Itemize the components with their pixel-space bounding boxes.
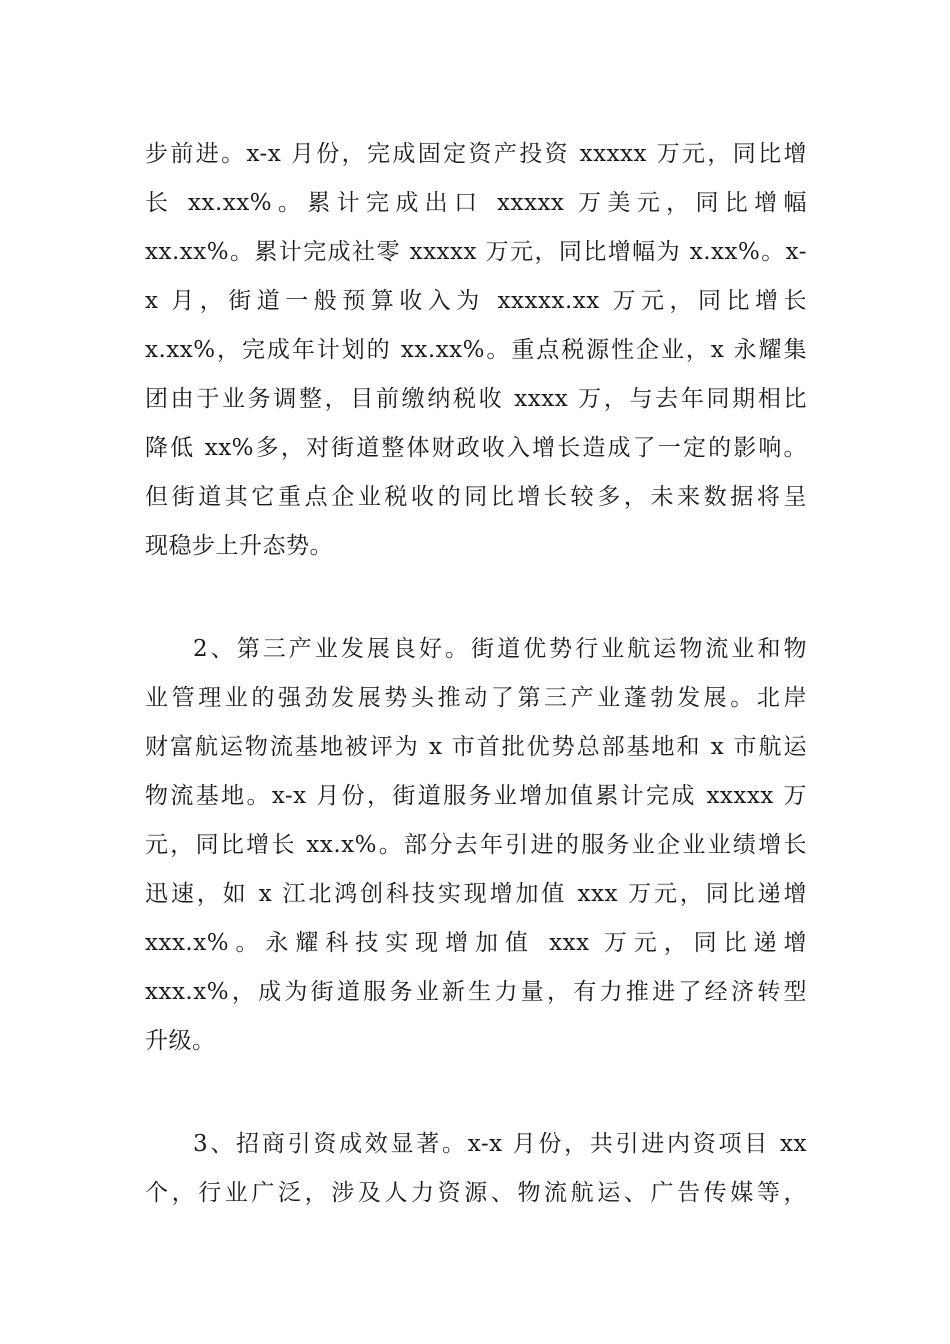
- paragraph-line: x.xx%，完成年计划的 xx.xx%。重点税源性企业，x 永耀集: [145, 337, 807, 363]
- paragraph-line: 元，同比增长 xx.x%。部分去年引进的服务业企业业绩增长: [145, 832, 807, 858]
- paragraph-line: 长 xx.xx%。累计完成出口 xxxxx 万美元，同比增幅: [145, 190, 807, 216]
- paragraph-line: 升级。: [145, 1028, 216, 1054]
- paragraph-line: 业管理业的强劲发展势头推动了第三产业蓬勃发展。北岸: [145, 685, 807, 711]
- paragraph-line: 迅速，如 x 江北鸿创科技实现增加值 xxx 万元，同比递增: [145, 881, 807, 907]
- paragraph-line: xxx.x%。永耀科技实现增加值 xxx 万元，同比递增: [145, 930, 807, 956]
- paragraph-line: 现稳步上升态势。: [145, 533, 333, 559]
- paragraph-line: 物流基地。x-x 月份，街道服务业增加值累计完成 xxxxx 万: [145, 783, 807, 809]
- paragraph-line: 团由于业务调整，目前缴纳税收 xxxx 万，与去年同期相比: [145, 386, 807, 412]
- paragraph-line: xx.xx%。累计完成社零 xxxxx 万元，同比增幅为 x.xx%。x-: [145, 239, 807, 265]
- paragraph-line: 步前进。x-x 月份，完成固定资产投资 xxxxx 万元，同比增: [145, 141, 807, 167]
- paragraph-line: 但街道其它重点企业税收的同比增长较多，未来数据将呈: [145, 484, 807, 510]
- paragraph-line: 2、第三产业发展良好。街道优势行业航运物流业和物: [193, 636, 807, 662]
- paragraph-line: xxx.x%，成为街道服务业新生力量，有力推进了经济转型: [145, 979, 807, 1005]
- paragraph-line: 财富航运物流基地被评为 x 市首批优势总部基地和 x 市航运: [145, 734, 807, 760]
- paragraph-line: 降低 xx%多，对街道整体财政收入增长造成了一定的影响。: [145, 435, 807, 461]
- paragraph-line: x 月，街道一般预算收入为 xxxxx.xx 万元，同比增长: [145, 288, 807, 314]
- paragraph-line: 3、招商引资成效显著。x-x 月份，共引进内资项目 xx: [193, 1131, 807, 1157]
- paragraph-line: 个，行业广泛，涉及人力资源、物流航运、广告传媒等，: [145, 1180, 807, 1206]
